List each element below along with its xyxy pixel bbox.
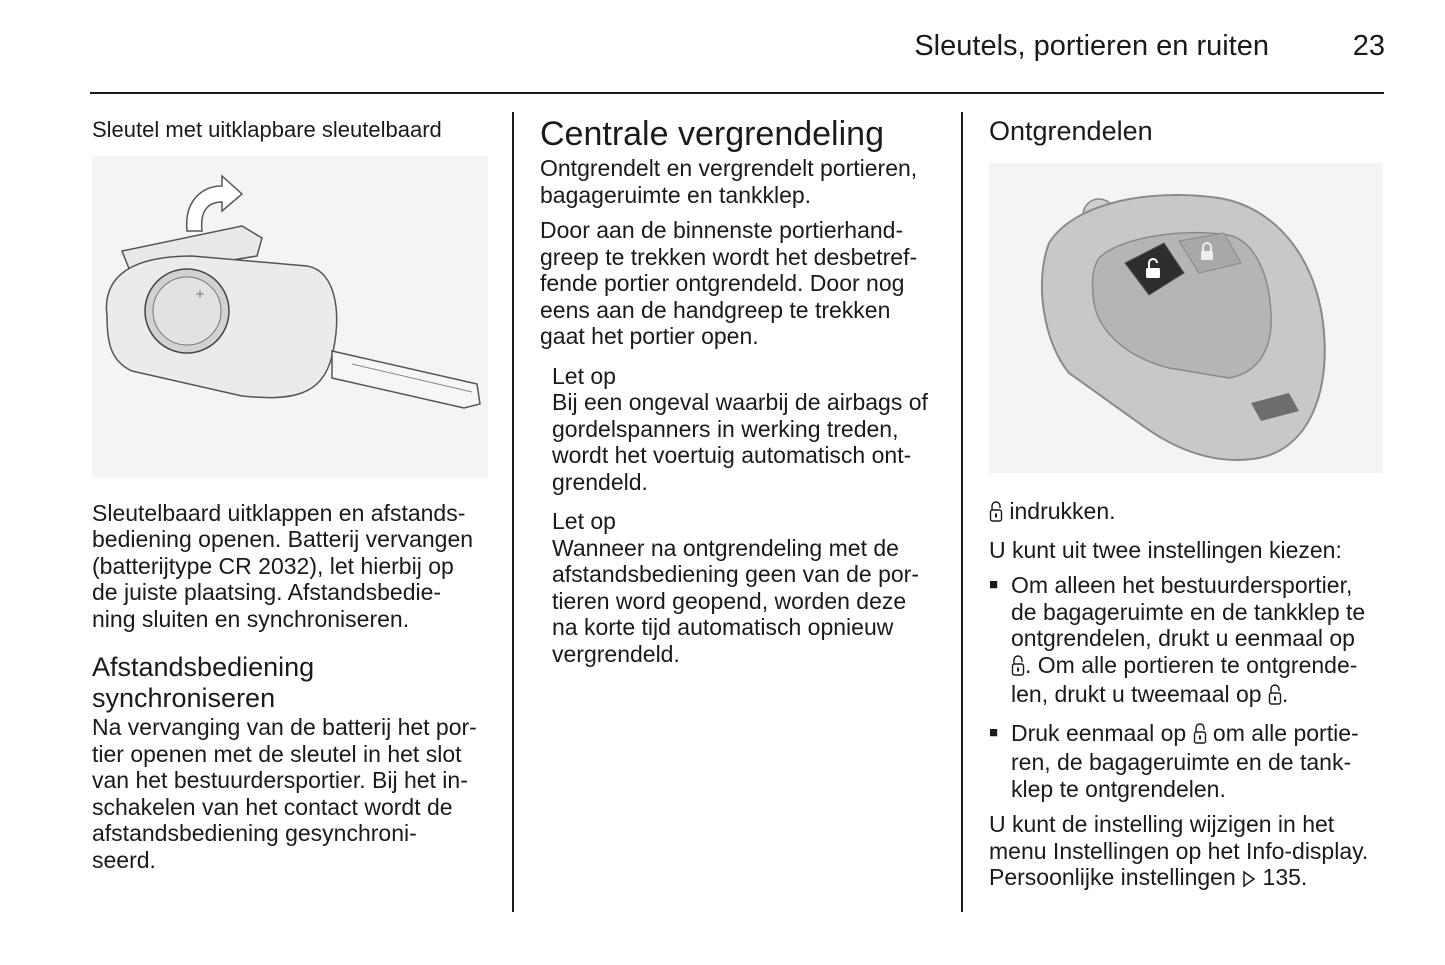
choose-text: U kunt uit twee instellingen kiezen: [989, 536, 1342, 563]
remote-key-illustration [989, 163, 1383, 473]
list-line-text: . [1281, 681, 1289, 707]
key-instructions [92, 500, 492, 633]
press-instruction [989, 498, 1389, 528]
body-line: eens aan de handgreep te trekken [540, 296, 891, 323]
note-line: gordelspanners in werking treden, [552, 415, 899, 442]
unlock-icon [989, 500, 1003, 528]
note-line: grendeld. [552, 468, 648, 495]
press-text: indrukken. [1003, 498, 1116, 524]
body-line: Na vervanging van de batterij het por- [92, 714, 477, 740]
body-line: van het bestuurdersportier. Bij het in- [92, 767, 468, 793]
left-column [92, 113, 492, 873]
note-line: Wanneer na ontgrendeling met de [552, 534, 899, 561]
column-divider-2 [961, 112, 963, 912]
note-line: tieren word geopend, worden deze [552, 587, 907, 614]
body-line: seerd. [92, 846, 156, 873]
list-line: klep te ontgrendelen. [1011, 775, 1226, 802]
body-line: tier openen met de sleutel in het slot [92, 740, 462, 767]
body-line-text: Persoonlijke instellingen [989, 864, 1243, 890]
heading-line: synchroniseren [92, 683, 276, 713]
sync-instructions [92, 714, 492, 873]
body-line: Door aan de binnenste portierhand- [540, 217, 904, 243]
section-heading-central-locking: Centrale vergrendeling [540, 115, 884, 153]
bullet-marker: ■ [989, 723, 999, 741]
body-line: menu Instellingen op het Info-display. [989, 837, 1369, 864]
key-battery-illustration [92, 156, 488, 478]
closing-paragraph [989, 811, 1389, 894]
body-line: schakelen van het contact wordt de [92, 793, 453, 820]
note-line: vergrendeld. [552, 640, 680, 667]
middle-column [540, 113, 945, 667]
body-line: Ontgrendelt en vergrendelt portieren, [540, 155, 918, 181]
unlock-icon [1011, 654, 1025, 682]
key-blade [332, 351, 480, 408]
body-line: bagageruimte en tankklep. [540, 181, 812, 208]
note-block [540, 508, 945, 667]
list-item-text [1011, 720, 1359, 803]
remote-key-image [989, 163, 1383, 473]
body-line: gaat het portier open. [540, 323, 759, 349]
list-line-text: . Om alle portieren te ontgrende- [1025, 651, 1358, 678]
body-line: afstandsbediening gesynchroni- [92, 820, 417, 846]
header-title: Sleutels, portieren en ruiten [914, 30, 1269, 62]
body-line: Sleutelbaard uitklappen en afstands- [92, 499, 466, 526]
list-line: Om alleen het bestuurdersportier, [1011, 572, 1353, 598]
figure-caption-heading: Sleutel met uitklapbare sleutelbaard [92, 117, 442, 142]
rotation-arrow-icon [187, 176, 242, 231]
list-line [1011, 681, 1365, 711]
body-line: de juiste plaatsing. Afstandsbedie- [92, 579, 442, 605]
svg-text:+: + [195, 286, 206, 301]
note-label: Let op [552, 508, 616, 534]
door-handle-paragraph [540, 217, 945, 350]
body-line: fende portier ontgrendeld. Door nog [540, 270, 905, 296]
page-reference-arrow-icon [1242, 867, 1256, 894]
column-divider-1 [512, 112, 514, 912]
note-block [540, 363, 945, 496]
body-line: U kunt de instelling wijzigen in het [989, 811, 1335, 837]
heading-line: Afstandsbediening [92, 652, 315, 682]
body-line: bediening openen. Batterij vervangen [92, 526, 474, 552]
unlock-icon [1193, 722, 1207, 750]
list-item [989, 572, 1389, 711]
intro-paragraph [540, 155, 945, 208]
body-line: (batterijtype CR 2032), let hierbij op [92, 552, 454, 579]
list-item-text [1011, 572, 1365, 711]
bullet-marker: ■ [989, 576, 999, 593]
note-line: wordt het voertuig automatisch ont- [552, 442, 912, 468]
list-line: de bagageruimte en de tankklep te [1011, 598, 1366, 625]
body-line: greep te trekken wordt het desbetref- [540, 243, 918, 270]
note-line: afstandsbediening geen van de por- [552, 561, 920, 587]
list-line-text: len, drukt u tweemaal op [1011, 681, 1268, 707]
list-line [1011, 652, 1365, 682]
list-line: ren, de bagageruimte en de tank- [1011, 749, 1352, 775]
right-column [989, 113, 1389, 894]
list-line-text: om alle portie- [1206, 719, 1359, 746]
header-divider [90, 92, 1384, 94]
unlock-icon [1268, 683, 1282, 711]
page-number: 23 [1352, 30, 1385, 62]
note-line: na korte tijd automatisch opnieuw [552, 614, 894, 640]
body-line [989, 864, 1389, 894]
section-heading-sync [92, 652, 492, 714]
section-heading-unlock: Ontgrendelen [989, 116, 1153, 146]
list-line: ontgrendelen, drukt u eenmaal op [1011, 625, 1355, 651]
flip-key-battery-image [92, 156, 488, 478]
list-line [1011, 720, 1359, 750]
note-label: Let op [552, 362, 616, 389]
page-reference[interactable]: 135. [1256, 864, 1308, 890]
note-line: Bij een ongeval waarbij de airbags of [552, 389, 928, 415]
list-item [989, 720, 1389, 803]
body-line: ning sluiten en synchroniseren. [92, 605, 410, 632]
list-line-text: Druk eenmaal op [1011, 719, 1193, 746]
